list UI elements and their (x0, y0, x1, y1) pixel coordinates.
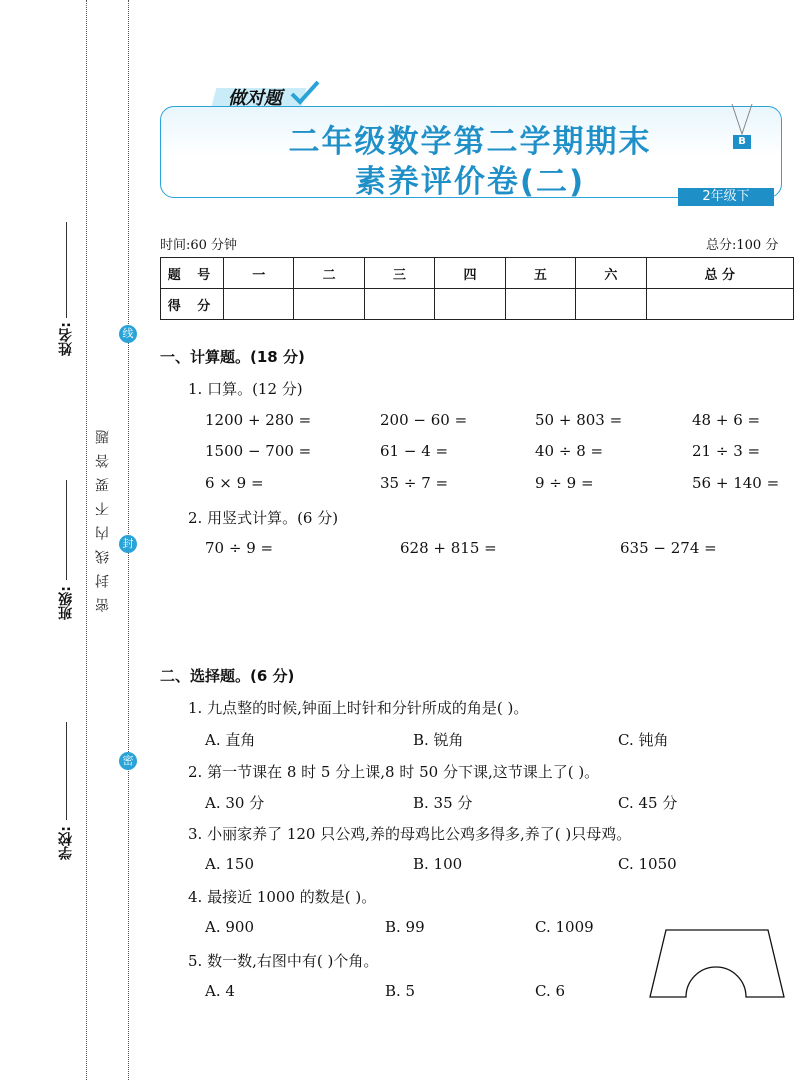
oral-item: 50 + 803 = (535, 411, 623, 429)
option: B. 35 分 (413, 794, 473, 812)
question-stem: 1. 九点整的时候,钟面上时针和分针所成的角是( )。 (188, 699, 529, 717)
oral-item: 61 − 4 = (380, 442, 449, 460)
option: C. 6 (535, 982, 566, 1000)
option: B. 100 (413, 855, 463, 873)
table-row (161, 289, 794, 320)
option: B. 锐角 (413, 731, 464, 749)
seal-line-icon: 线 (119, 325, 137, 343)
oral-item: 48 + 6 = (692, 411, 761, 429)
tag-string-icon (728, 104, 758, 136)
oral-item: 9 ÷ 9 = (535, 474, 594, 492)
oral-item: 200 − 60 = (380, 411, 468, 429)
score-table (160, 257, 794, 320)
seal-notice: 密封线内不要答题 (95, 420, 111, 612)
table-cell: 题 号 (161, 258, 224, 289)
arch-figure (648, 925, 788, 1000)
table-cell: 得 分 (161, 289, 224, 320)
section2-title: 二、选择题。(6 分) (160, 667, 295, 685)
table-cell: 三 (364, 258, 434, 289)
name-label: 姓名: (58, 322, 74, 356)
score-cell[interactable] (646, 289, 793, 320)
oral-item: 40 ÷ 8 = (535, 442, 604, 460)
oral-item: 35 ÷ 7 = (380, 474, 449, 492)
question-stem: 3. 小丽家养了 120 只公鸡,养的母鸡比公鸡多得多,养了( )只母鸡。 (188, 825, 632, 843)
school-label: 学校: (58, 826, 74, 860)
time-info: 时间:60 分钟 (160, 238, 238, 253)
table-cell: 四 (435, 258, 505, 289)
oral-item: 1200 + 280 = (205, 411, 312, 429)
oral-item: 21 ÷ 3 = (692, 442, 761, 460)
question-stem: 4. 最接近 1000 的数是( )。 (188, 888, 377, 906)
option: C. 1009 (535, 918, 594, 936)
table-cell: 一 (224, 258, 294, 289)
grade-tag: 2年级下 (678, 188, 774, 206)
total-info: 总分:100 分 (706, 238, 779, 253)
score-cell[interactable] (224, 289, 294, 320)
section1-title: 一、计算题。(18 分) (160, 348, 305, 366)
option: A. 4 (205, 982, 235, 1000)
oral-item: 6 × 9 = (205, 474, 264, 492)
oral-item: 1500 − 700 = (205, 442, 312, 460)
table-cell: 二 (294, 258, 364, 289)
score-cell[interactable] (435, 289, 505, 320)
option: A. 900 (205, 918, 254, 936)
class-label: 班级: (58, 586, 74, 620)
table-row (161, 258, 794, 289)
score-cell[interactable] (505, 289, 575, 320)
option: C. 45 分 (618, 794, 678, 812)
option: A. 直角 (205, 731, 256, 749)
table-cell: 六 (576, 258, 646, 289)
q1-title: 1. 口算。(12 分) (188, 380, 303, 398)
score-cell[interactable] (294, 289, 364, 320)
binding-line-outer (86, 0, 87, 1080)
table-cell: 总 分 (646, 258, 793, 289)
version-tag: B (733, 135, 751, 149)
school-blank[interactable] (66, 722, 67, 820)
seal-feng-icon: 封 (119, 535, 137, 553)
vertical-calc-item: 635 − 274 = (620, 539, 717, 557)
option: A. 30 分 (205, 794, 265, 812)
option: B. 99 (385, 918, 425, 936)
score-cell[interactable] (364, 289, 434, 320)
class-blank[interactable] (66, 480, 67, 580)
option: B. 5 (385, 982, 416, 1000)
score-cell[interactable] (576, 289, 646, 320)
brand-logo: 做对题 (228, 88, 282, 109)
question-stem: 5. 数一数,右图中有( )个角。 (188, 952, 379, 970)
q2-title: 2. 用竖式计算。(6 分) (188, 509, 339, 527)
table-cell: 五 (505, 258, 575, 289)
checkmark-icon (290, 80, 320, 106)
vertical-calc-item: 628 + 815 = (400, 539, 497, 557)
seal-mi-icon: 密 (119, 752, 137, 770)
page-title-line2: 素养评价卷(二) (354, 164, 586, 200)
option: C. 钝角 (618, 731, 669, 749)
question-stem: 2. 第一节课在 8 时 5 分上课,8 时 50 分下课,这节课上了( )。 (188, 763, 600, 781)
option: A. 150 (205, 855, 254, 873)
option: C. 1050 (618, 855, 677, 873)
name-blank[interactable] (66, 222, 67, 318)
vertical-calc-item: 70 ÷ 9 = (205, 539, 274, 557)
page-title-line1: 二年级数学第二学期期末 (288, 124, 652, 160)
oral-item: 56 + 140 = (692, 474, 780, 492)
